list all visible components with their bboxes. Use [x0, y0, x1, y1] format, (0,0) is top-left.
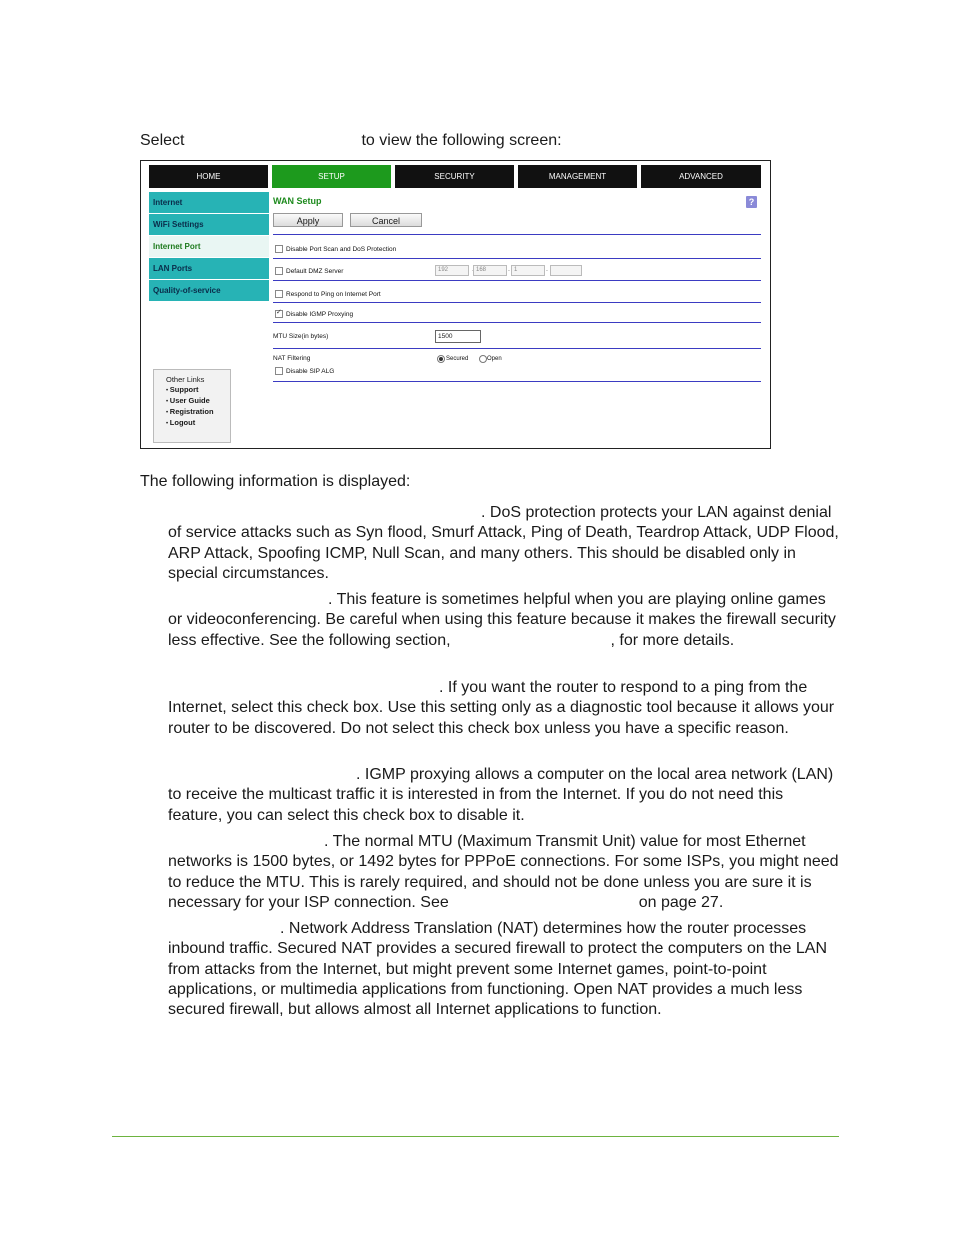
paragraph-dmz: . This feature is sometimes helpful when you are playing online games or videoconferencing. Be careful when using this feature because it makes the firewall security less effective. See the following section, , for more details.: [168, 591, 836, 649]
other-links-heading: Other Links: [166, 375, 205, 384]
divider: [273, 322, 761, 323]
other-links-box: [153, 369, 231, 443]
registration-link[interactable]: • Registration: [166, 407, 230, 418]
paragraph-dos: . DoS protection protects your LAN against denial of service attacks such as Syn flood, Smurf Attack, Ping of Death, Teardrop Attack, UDP Flood, ARP Attack, Spoofing ICMP, Null Scan, and many others. This should be disabled only in special circumstances.: [168, 504, 839, 582]
top-nav: [149, 165, 761, 188]
dmz-ip-octet-1[interactable]: 192: [435, 265, 469, 276]
nat-secured-label: Secured: [446, 356, 469, 362]
disable-igmp-checkbox[interactable]: [275, 310, 283, 318]
default-dmz-checkbox[interactable]: [275, 267, 283, 275]
displayed-heading: The following information is displayed:: [140, 473, 411, 490]
divider: [273, 381, 761, 382]
sidebar-item-internet-port[interactable]: Internet Port: [149, 236, 269, 257]
dmz-ip-octet-4[interactable]: [550, 265, 582, 276]
dmz-ip-octet-3[interactable]: 1: [511, 265, 545, 276]
disable-sip-alg-checkbox[interactable]: [275, 367, 283, 375]
dmz-ip-octet-2[interactable]: 168: [473, 265, 507, 276]
mtu-input[interactable]: 1500: [435, 330, 481, 343]
cancel-button[interactable]: Cancel: [350, 213, 422, 227]
disable-igmp-label: Disable IGMP Proxying: [286, 311, 354, 318]
paragraph-ping: . If you want the router to respond to a ping from the Internet, select this check box. Use this setting only as a diagnostic tool because it allows your router to be discovered. Do not select this check box unless you have a specific reason.: [168, 679, 835, 737]
page-title: WAN Setup: [273, 196, 322, 206]
paragraph-nat: . Network Address Translation (NAT) determines how the router processes inbound traffic. Secured NAT provides a secured firewall to protect the computers on the LAN from attacks from the Internet, but might prevent some Internet games, point-to-point applications, or multimedia applications from functioning. Open NAT provides a much less secured firewall, but allows almost all Internet applications to function.: [168, 920, 828, 1019]
disable-sip-alg-label: Disable SIP ALG: [286, 368, 335, 375]
divider: [273, 234, 761, 235]
sidebar-item-wifi-settings[interactable]: WiFi Settings: [149, 214, 269, 235]
wan-setup-panel: WAN Setup ? Apply Cancel Disable Port Scan and DoS Protection Default DMZ Server 192 168 . 1 . Respond to Ping on Internet Port ✓ Disable IGMP Proxying MTU Size(in bytes) 1500 NAT Filtering Secured Open Disable SIP ALG: [273, 192, 763, 442]
logout-link[interactable]: • Logout: [166, 418, 230, 429]
nat-filtering-label: NAT Filtering: [273, 355, 311, 362]
sidebar: [149, 192, 269, 302]
router-screenshot: [140, 160, 771, 449]
respond-ping-label: Respond to Ping on Internet Port: [286, 291, 381, 298]
nat-open-label: Open: [487, 356, 502, 362]
footer-rule: [112, 1136, 839, 1137]
intro-select: Select: [140, 132, 185, 149]
nat-open-radio[interactable]: [479, 355, 487, 363]
paragraph-mtu: . The normal MTU (Maximum Transmit Unit) value for most Ethernet networks is 1500 bytes, or 1492 bytes for PPPoE connections. For some ISPs, you might need to reduce the MTU. This is rarely required, and should not be done unless you are sure it is necessary for your ISP connection. See on page 27.: [168, 833, 839, 911]
sidebar-item-lan-ports[interactable]: LAN Ports: [149, 258, 269, 279]
tab-security[interactable]: SECURITY: [395, 165, 514, 188]
disable-port-scan-checkbox[interactable]: [275, 245, 283, 253]
tab-advanced[interactable]: ADVANCED: [641, 165, 761, 188]
divider: [273, 302, 761, 303]
sidebar-item-internet[interactable]: Internet: [149, 192, 269, 213]
divider: [273, 258, 761, 259]
user-guide-link[interactable]: • User Guide: [166, 396, 230, 407]
support-link[interactable]: • Support: [166, 385, 230, 396]
respond-ping-checkbox[interactable]: [275, 290, 283, 298]
apply-button[interactable]: Apply: [273, 213, 343, 227]
intro-line: [140, 131, 562, 150]
sidebar-item-qos[interactable]: Quality-of-service: [149, 280, 269, 301]
disable-port-scan-label: Disable Port Scan and DoS Protection: [286, 246, 397, 253]
tab-management[interactable]: MANAGEMENT: [518, 165, 637, 188]
mtu-label: MTU Size(in bytes): [273, 333, 329, 340]
default-dmz-label: Default DMZ Server: [286, 268, 344, 275]
tab-setup[interactable]: SETUP: [272, 165, 391, 188]
divider: [273, 348, 761, 349]
tab-home[interactable]: HOME: [149, 165, 268, 188]
paragraph-igmp: . IGMP proxying allows a computer on the local area network (LAN) to receive the multicast traffic it is interested in from the Internet. If you do not need this feature, you can select this check box to disable it.: [168, 766, 834, 824]
help-icon[interactable]: ?: [746, 196, 757, 208]
divider: [273, 280, 761, 281]
nat-secured-radio[interactable]: [437, 355, 445, 363]
intro-rest: to view the following screen:: [361, 132, 562, 149]
